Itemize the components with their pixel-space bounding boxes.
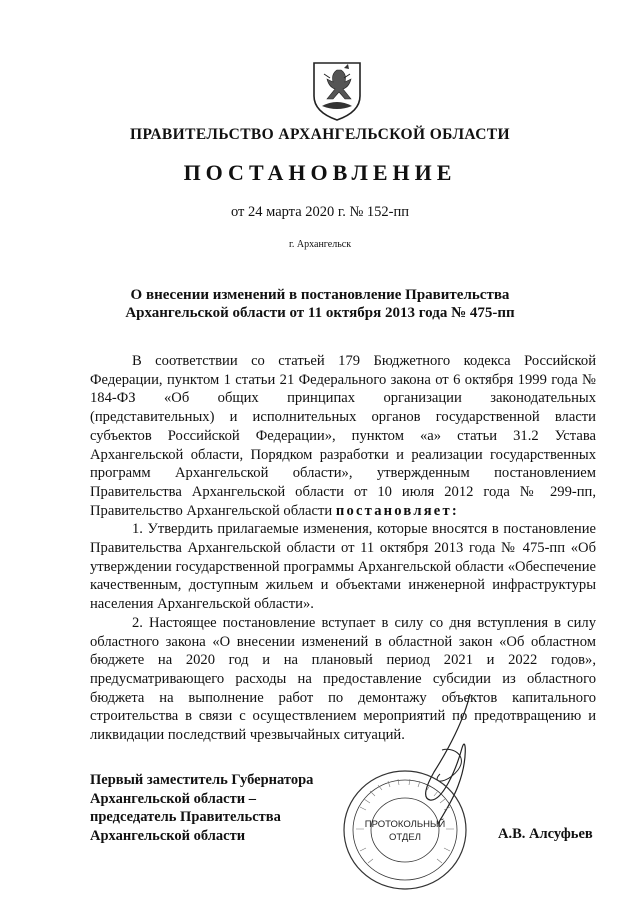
subject-line-2: Архангельской области от 11 октября 2013 года № 475-пп [125, 305, 515, 321]
item-1-paragraph: 1. Утвердить прилагаемые изменения, которые вносятся в постановление Правительства Архангельской области от 11 октября 2013 года № 475-пп «Об утверждении государственной программы Архангельской области «Обеспечение качественным, доступным жильем и объектами инженерной инфраструктуры населения Архангельской области». [90, 521, 596, 613]
signatory-position [90, 771, 350, 845]
position-line-3: председатель Правительства [90, 809, 281, 825]
document-type-title: ПОСТАНОВЛЕНИЕ [183, 160, 457, 185]
document-subject [60, 286, 580, 322]
organization-title: ПРАВИТЕЛЬСТВО АРХАНГЕЛЬСКОЙ ОБЛАСТИ [129, 126, 510, 143]
document-city: г. Архангельск [288, 239, 352, 250]
document-date-number: от 24 марта 2020 г. № 152-пп [230, 204, 410, 220]
resolves-colon: : [451, 502, 457, 519]
stamp-center-line-2: ОТДЕЛ [389, 832, 421, 843]
subject-line-1: О внесении изменений в постановление Правительства [130, 287, 510, 303]
position-line-1: Первый заместитель Губернатора [90, 772, 314, 788]
signatory-name: А.В. Алсуфьев [498, 826, 593, 842]
resolves-word: постановляет [335, 502, 452, 519]
item-2-paragraph: 2. Настоящее постановление вступает в силу со дня вступления в силу областного закона «О внесении изменений в областной закон «Об областном бюджете на 2020 год и на плановый период 2021 и 2022 годов», предусматривающего расходы на предоставление субсидии из областного бюджета на выполнение работ по демонтажу объектов капитального строительства в связи с осуществлением мероприятий по предотвращению и ликвидации последствий чрезвычайных ситуаций. [90, 614, 596, 744]
preamble-text: В соответствии со статьей 179 Бюджетного кодекса Российской Федерации, пунктом 1 статьи 21 Федерального закона от 6 октября 1999 года № 184-ФЗ «Об общих принципах организации законодательных (представительных) и исполнительных органов государственной власти субъектов Российской Федерации», пунктом «а» статьи 31.2 Устава Архангельской области, Порядком разработки и реализации государственных программ Архангельской области», утвержденным постановлением Правительства Архангельской области от 10 июля 2012 года № 299-пп, Правительство Архангельской области [90, 353, 596, 519]
office-stamp [340, 767, 470, 893]
stamp-center-line-1: ПРОТОКОЛЬНЫЙ [364, 819, 446, 830]
position-line-4: Архангельской области [90, 827, 246, 844]
document-body [90, 352, 596, 745]
position-line-2: Архангельской области – [90, 790, 256, 807]
coat-of-arms-emblem [310, 60, 364, 122]
preamble-paragraph [90, 352, 596, 520]
